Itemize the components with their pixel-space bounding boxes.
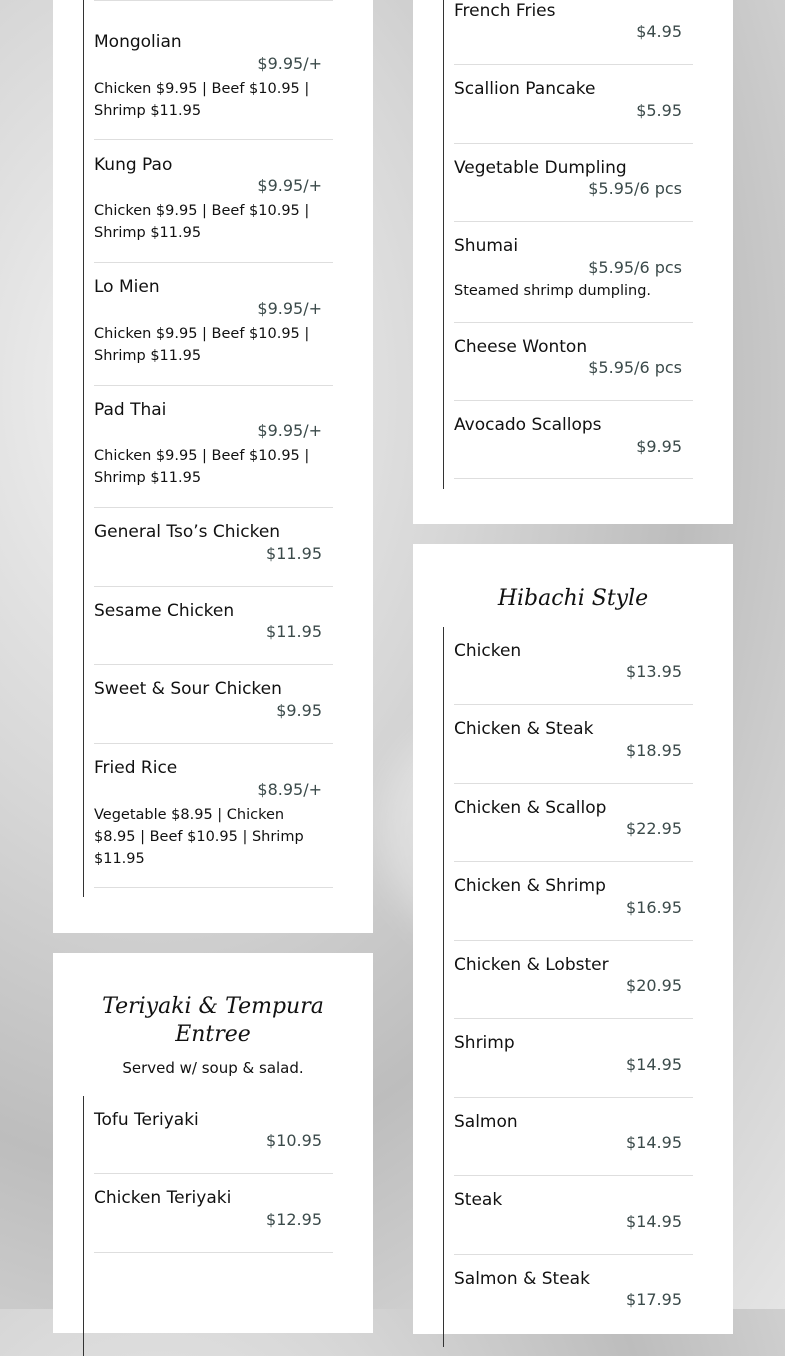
item-name: Sweet & Sour Chicken xyxy=(94,679,282,699)
item-name: Scallion Pancake xyxy=(454,79,596,99)
divider xyxy=(454,1254,693,1255)
divider xyxy=(454,1018,693,1019)
divider xyxy=(454,940,693,941)
item-price: $5.95 xyxy=(636,101,682,120)
item-name: Shrimp xyxy=(454,1033,515,1053)
divider xyxy=(454,64,693,65)
item-price: $16.95 xyxy=(626,898,682,917)
item-name: Chicken Teriyaki xyxy=(94,1188,232,1208)
divider xyxy=(454,400,693,401)
item-price: $10.95 xyxy=(266,1131,322,1150)
section-title: Hibachi Style xyxy=(497,586,649,611)
item-description: Vegetable $8.95 | Chicken $8.95 | Beef $10.95 | Shrimp $11.95 xyxy=(94,807,304,867)
item-name: Kung Pao xyxy=(94,155,173,175)
item-price: $20.95 xyxy=(626,976,682,995)
item-price: $14.95 xyxy=(626,1212,682,1231)
menu-card-hibachi xyxy=(413,544,733,1334)
menu-card-entrees xyxy=(53,0,373,933)
item-name: Tofu Teriyaki xyxy=(94,1110,199,1130)
divider xyxy=(454,322,693,323)
item-description: Chicken $9.95 | Beef $10.95 | Shrimp $11.95 xyxy=(94,326,310,364)
section-vertical-rule xyxy=(443,0,444,489)
item-description: Steamed shrimp dumpling. xyxy=(454,283,652,299)
divider xyxy=(94,507,333,508)
item-name: Chicken & Steak xyxy=(454,719,594,739)
section-vertical-rule xyxy=(83,1096,84,1356)
menu-card-appetizers xyxy=(413,0,733,524)
item-price: $17.95 xyxy=(626,1290,682,1309)
divider xyxy=(454,704,693,705)
item-name: Pad Thai xyxy=(94,400,167,420)
item-name: General Tso’s Chicken xyxy=(94,522,281,542)
divider xyxy=(454,861,693,862)
item-name: Cheese Wonton xyxy=(454,337,588,357)
divider xyxy=(94,586,333,587)
item-name: Vegetable Dumpling xyxy=(454,158,627,178)
item-price: $14.95 xyxy=(626,1055,682,1074)
divider xyxy=(94,664,333,665)
item-price: $5.95/6 pcs xyxy=(588,258,682,277)
item-name: Chicken xyxy=(454,641,522,661)
section-vertical-rule xyxy=(443,627,444,1347)
item-price: $13.95 xyxy=(626,662,682,681)
item-price: $9.95 xyxy=(276,701,322,720)
section-vertical-rule xyxy=(83,0,84,897)
item-name: Lo Mien xyxy=(94,277,160,297)
section-subtitle: Served w/ soup & salad. xyxy=(122,1059,304,1077)
item-price: $5.95/6 pcs xyxy=(588,179,682,198)
divider xyxy=(454,478,693,479)
divider xyxy=(94,887,333,888)
divider xyxy=(94,1173,333,1174)
item-description: Chicken $9.95 | Beef $10.95 | Shrimp $11.95 xyxy=(94,203,310,241)
item-price: $11.95 xyxy=(266,622,322,641)
divider xyxy=(94,139,333,140)
divider xyxy=(94,0,333,1)
item-price: $9.95/+ xyxy=(257,54,322,73)
item-name: Salmon xyxy=(454,1112,518,1132)
divider xyxy=(94,1252,333,1253)
item-name: Steak xyxy=(454,1190,503,1210)
item-price: $9.95/+ xyxy=(257,176,322,195)
item-price: $9.95/+ xyxy=(257,421,322,440)
item-price: $12.95 xyxy=(266,1210,322,1229)
section-title: Teriyaki & Tempura xyxy=(102,994,324,1019)
item-price: $18.95 xyxy=(626,741,682,760)
item-description: Chicken $9.95 | Beef $10.95 | Shrimp $11.95 xyxy=(94,81,310,119)
divider xyxy=(94,743,333,744)
item-name: Fried Rice xyxy=(94,758,178,778)
item-price: $5.95/6 pcs xyxy=(588,358,682,377)
item-price: $4.95 xyxy=(636,22,682,41)
section-title-line2: Entree xyxy=(175,1022,251,1047)
divider xyxy=(454,1097,693,1098)
item-name: Sesame Chicken xyxy=(94,601,235,621)
item-price: $8.95/+ xyxy=(257,780,322,799)
divider xyxy=(94,262,333,263)
divider xyxy=(454,143,693,144)
divider xyxy=(94,385,333,386)
item-name: Shumai xyxy=(454,236,519,256)
item-description: Chicken $9.95 | Beef $10.95 | Shrimp $11.95 xyxy=(94,448,310,486)
item-name: Chicken & Lobster xyxy=(454,955,609,975)
item-price: $9.95/+ xyxy=(257,299,322,318)
item-price: $22.95 xyxy=(626,819,682,838)
divider xyxy=(454,1175,693,1176)
item-name: Avocado Scallops xyxy=(454,415,602,435)
item-price: $9.95 xyxy=(636,437,682,456)
menu-card-teriyaki xyxy=(53,953,373,1333)
item-name: Mongolian xyxy=(94,32,182,52)
item-price: $11.95 xyxy=(266,544,322,563)
divider xyxy=(454,783,693,784)
divider xyxy=(454,221,693,222)
item-name: Salmon & Steak xyxy=(454,1269,590,1289)
item-price: $14.95 xyxy=(626,1133,682,1152)
item-name: French Fries xyxy=(454,1,556,21)
item-name: Chicken & Shrimp xyxy=(454,876,606,896)
item-name: Chicken & Scallop xyxy=(454,798,607,818)
